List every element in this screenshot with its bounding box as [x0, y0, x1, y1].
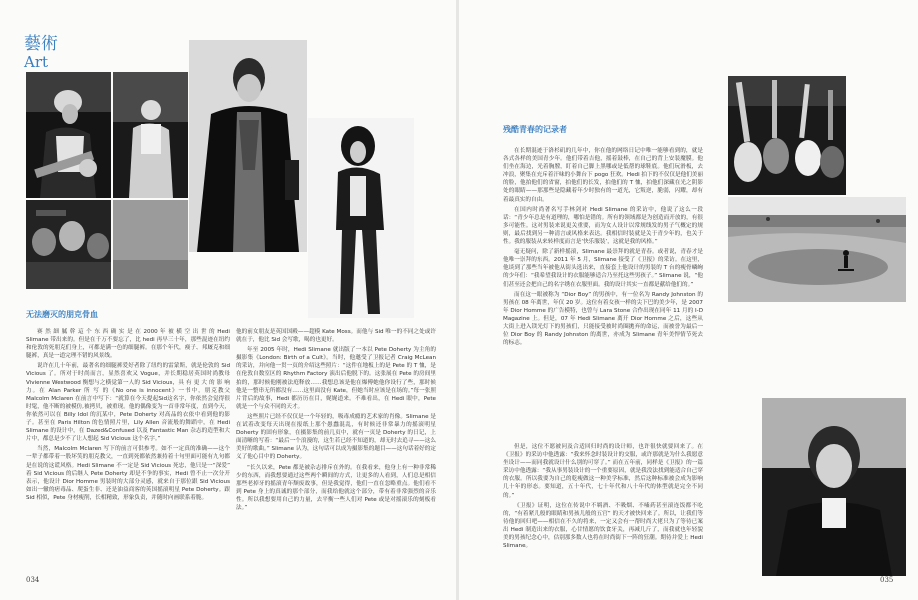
- paragraph: 这些照片已经不仅仅是一个年轻的，吸毒成瘾的艺术家的肖像。Slimane 是在试着改变每天出现在报纸上那个愚蠢混乱，有时候还非常暴力的摇滚明星 Doherty 的固有形象，在摄影集的前几页中，就有一页是 Doherty 的日记，上面清晰的写着：“最后一个浪漫的，这生若已经不知道的，却无时去追寻——这么美好的歌曲。” Slimane 认为，这句话可以成为摄影集的题目——这句话着好的定义了他心目中的 Doherty。: [236, 413, 436, 461]
- photo-model-long-hair: [308, 118, 414, 318]
- section-title: [24, 36, 58, 70]
- photo-young-man-portrait: [762, 398, 906, 576]
- section-title-chinese: 藝術: [24, 34, 58, 54]
- left-page: [0, 0, 456, 600]
- photo-skatepark: [728, 197, 906, 302]
- photo-leather-jacket-portrait: [189, 40, 307, 252]
- photo-grey-panel: [113, 200, 188, 289]
- right-subhead: 残酷青春的记录者: [503, 125, 567, 134]
- photo-guitarist-stage: [26, 72, 111, 198]
- page-number-left: 034: [26, 576, 40, 584]
- paragraph: 但是，这位不愿被问及合适回归时尚的设计师，也许很快就要回来了。在《卫报》的采访中他透露：“我来怀念时装设计的交服，或许那就是为什么我愿意坐设计——而同我就设计什么别的可穿了。” 而在五年前，同样是《卫报》的一篇采访中他透露：“我从事男装设计的一个重要原因，就是我没法找到能适合自己穿的衣服。所以我要为自己的乾瘦做这一种美学标准，然后这种标准被会成为影响几十年的形态。要知道，五十年代，七十年代和八十年代的体型就是完全不同的。”: [503, 444, 703, 499]
- page-number-right: 035: [880, 576, 894, 584]
- right-page: [459, 0, 918, 600]
- left-subhead: 无法磨灭的朋克骨血: [26, 310, 98, 319]
- paragraph: 说许在几十年前，最著名的细腿裤爱好者除了纽约的雷蒙斯，就是伦敦的 Sid Vicious 了。所对于时尚而言，显然喜欢又 Vogue，并长期稳居英国时尚教母 Vivienne Westwood 衡想与之横觉第一人的 Sid Vicious，具 有 更 大 的 影 响 力。在 Alan Parker 所 写 的《No one is innocent》一书中，朋克教父 Malcolm Mclaren 在前言中写下：“就算在今天提起Sid这名字，你依然会觉得很时髦，他不断的被模仿,被拷贝，被重现。他的偶像变为一首非常年度，直到今天，你依然可以在 Billy Idol 的沉某中，Pete Doherty 对高品的衣依中看到他的影子。甚至在 Paris Hilton 的色情照片里，Lily Allen 音流般的舞蹈中，在 Hedi Slimane 的设计中，在 Dazed&Confused 以及 Fantastic Man 杂志的造型和大片中，都总是少不了让人想起 Sid Vicious 这个名字。”: [26, 363, 230, 443]
- paragraph: 年至 2005 年时，Hedi Slimane 就出版了一本以 Pete Doherty 为主角的摄影集《London: Birth of a Cult》。当时，他邀受了卫报记者 Craig McLean 的采访，并向他一贯一页的介绍这些照片：“这件在地板上的是 Pete 的 T 恤，是在伦敦自数室区的 Rhythm Factory 演出后他脱下的。这张展在 Pete 的房间里拍的，那时候他刚被法庭释放……我想总该是他在爆傅她他你设行了些，那时候他是一整串无所都没有……这里面没有 Kate，但她当时应该是在场的。”每一张照片背后的故事，Hedi 都历历在目，娓娓道来。不难看出，在 Hedi 眼中，Pete 就是一个与众不同的天才。: [236, 347, 436, 410]
- right-column-1: [503, 147, 703, 349]
- photo-guitars: [728, 76, 846, 195]
- paragraph: 他的前女朋友是英国国殿——超模 Kate Moss。而他与 Sid 唯一的不同之处或许就在于，他比 Sid 会写歌，喝的也更好。: [236, 329, 436, 344]
- paragraph: 在长期混迹于洛杉矶的几年中，你在他的网络日记中唯一能够看到的，就是各式各样的美国青少年。他们带着吉他，摇着鼓棒，在自己的背上安装魔膜。他们坐在海边，光着胸膛，盯着自己脚上黑哪或是低帮的球鞋底。他们玩滑板，去冲浪，聚集在充斥着汗味的小舞台下 pogo 狂欢。Hedi 拍下的不仅仅是他们美丽的脸，他拍他们的省窗，拍他们的长发，拍他们的 T 恤，拍他们深藏在光之阴影处的眼睛——那那些是隐藏着年少时独有的一道光，它叛逆，脆弱，闪耀，却有着最真实的自由。: [503, 148, 703, 203]
- paragraph: 当然，Malcolm Mclaren 写下的前言可供参考。如不一定真的准确——这个一辈子都带着一股坏笑的朋克教父，一直到死都依然兼持着十句里面可能有九句都是在说的这谎风格。Hedi Slimane 不一定是 Sid Vicious 死忠，他只是一“深爱” 着 Sid Vicious 的后继人 Pete Doherty 却是不争的事实，Hedi 曾不止一次分开表示，他设计 Dior Homme 男装时的大部分灵感，就来自于那位跟 Sid Vicious 如出一辙的痞毒品、爬蛋生非、还是油益商客的英国摇滚明星 Pete Doherty。跟 Sid 相似，Pete 身材瘦削，长相精致，形象负责，并随时向画联系着脆。: [26, 446, 230, 501]
- paragraph: 毫无疑问，除了新样摇滚，Slimane 最崇拜的就是青春。或者说，青春才是他唯一崇拜的东西。2011 年 5 月，Slimane 接受了《卫报》的采访。在这里，他谈到了那些当年被他从街头选出来，直接套上他设计的男装的 T 台的瘦骨嶙峋的少年们：“我希望我设计的衣服能够适合乃至托这些男孩子。” Slimane 说，“他们甚至还会把自己的名字绣在衣服里面。我的设计其实一直都是献给他们的。”: [503, 249, 703, 288]
- left-column-1: [26, 328, 230, 504]
- right-column-1-cont: [503, 443, 703, 552]
- photo-performer: [113, 72, 188, 198]
- paragraph: “长久以来，Pete 都是被杂志排斥在外的。在我看来，他身上有一种非常稀少的东西，而我想要通过这些两个瞬间的方式，让更多的人看到，人们总是相信那些老掉牙的摇滚青年颓废故事，但是我觉得，他们一直在忽略重点。他们看不到 Pete 身上的真诚的那个部分，而我给他就这个部分，带有着非常强烈的音乐性。所以我想要用自己的力量，去平衡一些人们对 Pete 或是对摇滚乐的刻板看法。”: [236, 464, 436, 511]
- photo-crowd: [26, 200, 111, 289]
- paragraph: 而在这一眼被称为 “Dior Boy” 的男孩中，有一位名为 Randy Johnston 的男孩在 08 年离世，年仅 20 岁。这位有着女孩一样的尖下巴的美少年，是 2007 年 Dior Homme 的广告模特，也曾与 Lara Stone 合作出现在同年 11 月的 I-D Magazine 上。但是，07 年 Hedi Slimane 离开 Dior Homme 之后，这些从大街上进入镁光灯下的男孩们，只能接受被时尚圈拋弃的命运，而被誉为最后一位 Dior Boy 的 Randy Johnston 的离世，亦成为 Slimane 青年美悍情节死去的标志。: [503, 291, 703, 347]
- paragraph: 在国内时尚著名写手林剑对 Hedi Slimane 的采访中，他说了这么一段话：“青少年总是有道理的，哪怕是错的。所有的领域都是为创造而开放的，有很多可能性。这对男装来说更关重要，而为女人设计以常规线发的男子气概定的规则，最后找到另一种清言或风格来表达。我相信时装就是关于青少年的，也关于性。我的服装从来转样度而言是‘快乐服装’，这就是我的风格。”: [503, 206, 703, 246]
- paragraph: 赛 然 細 膩 幹 這 个 东 西 确 实 是 在 2000 年 被 横 空 出 世 的 Hedi Slimane 带出来的。但是在千万不要忘了，比 hedi 再早三十年，那些混迹在纽约和伦敦的死朋克们身上，可都是满一色的细腿裤。在那个年代，痩子、邦厩克和细腿裤，真是一道完理不错的风景线。: [26, 329, 230, 360]
- paragraph: 《卫报》证明，这位在传说中不羁酒、不吸烟、不嗑药甚至滚连饭都不吃的，“有着紧儿般的眼睛和男孩儿般的五官” 的天才被快回来了。所以，让我们等待他的回归吧——相信在不久的将来，一定又会有一帮时尚大佬只为了等待已案出 Hedi 制造出来的衣服，心甘情愿的饮食牙关，再减几斤了，而我就也年轻貌美的男孩纪念心中，估别那多数人也将在时尚街下一阵的狂潮。期待并爱上 Hedi Slimane。: [503, 502, 703, 550]
- section-title-english: Art: [24, 53, 49, 71]
- left-column-2: [236, 328, 436, 514]
